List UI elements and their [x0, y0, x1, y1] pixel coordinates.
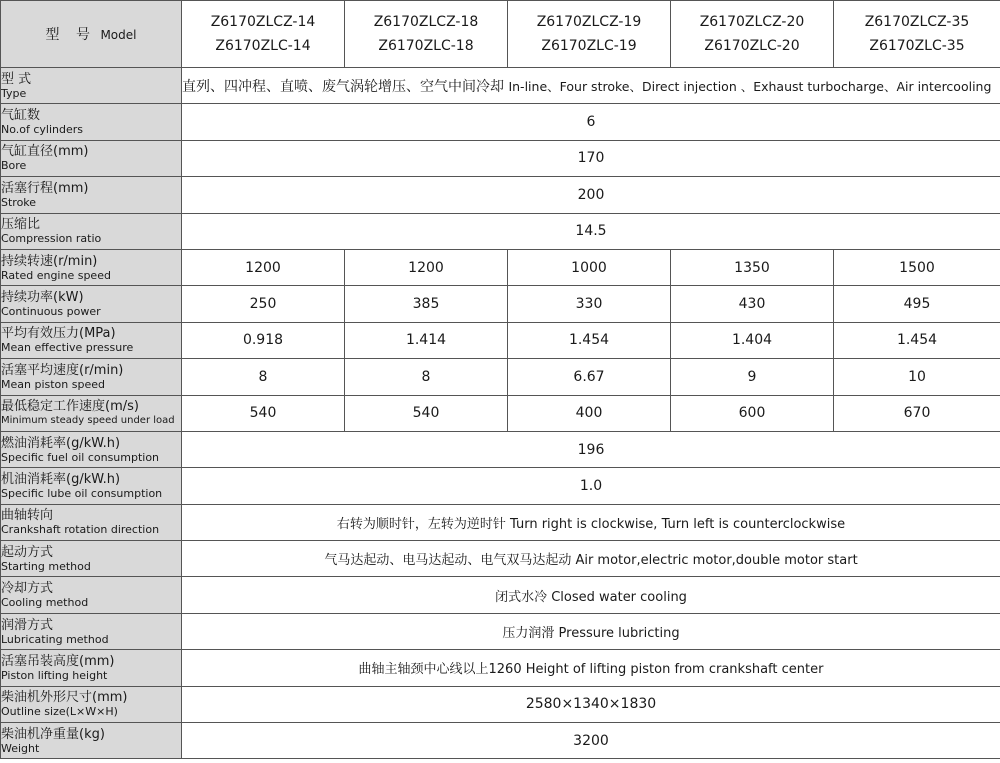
cell-value: 200	[182, 177, 1000, 213]
label-en: Weight	[1, 741, 40, 755]
label-en: Specific lube oil consumption	[1, 486, 163, 500]
cell-value: 1.0	[182, 468, 1000, 504]
cell-value: 8	[182, 359, 345, 395]
row-label	[1, 723, 182, 759]
row-label	[1, 177, 182, 213]
row-cylinders	[1, 104, 1000, 140]
label-zh: 持续转速(r/min)	[1, 253, 98, 269]
row-label	[1, 68, 182, 104]
row-label	[1, 541, 182, 577]
model-name-line2: Z6170ZLC-20	[704, 38, 800, 54]
cell-value: 1500	[834, 249, 1000, 285]
row-piston-speed	[1, 359, 1000, 395]
row-starting	[1, 541, 1000, 577]
label-zh: 压缩比	[1, 217, 41, 233]
label-en: Minimum steady speed under load	[1, 415, 175, 427]
row-label	[1, 468, 182, 504]
label-zh: 燃油消耗率(g/kW.h)	[1, 435, 121, 451]
cell-value: 1200	[182, 249, 345, 285]
cell-value: 闭式水冷 Closed water cooling	[182, 577, 1000, 613]
row-label	[1, 249, 182, 285]
label-en: Piston lifting height	[1, 668, 108, 682]
label-en: Compression ratio	[1, 232, 102, 246]
row-label	[1, 431, 182, 467]
cell-value: 0.918	[182, 322, 345, 358]
model-label-zh: 型 号	[45, 27, 96, 43]
row-cooling	[1, 577, 1000, 613]
cell-value: 540	[345, 395, 508, 431]
label-en: Continuous power	[1, 305, 101, 319]
row-bore	[1, 140, 1000, 176]
label-en: Mean effective pressure	[1, 341, 134, 355]
cell-value: 430	[671, 286, 834, 322]
cell-value: 250	[182, 286, 345, 322]
model-label-en: Model	[100, 28, 137, 42]
row-label	[1, 504, 182, 540]
type-value-en: In-line、Four stroke、Direct injection 、Exhaust turbocharge、Air intercooling	[508, 78, 992, 94]
label-zh: 柴油机外形尺寸(mm)	[1, 690, 128, 706]
row-weight	[1, 723, 1000, 759]
cell-value: 14.5	[182, 213, 1000, 249]
row-power	[1, 286, 1000, 322]
label-zh: 气缸数	[1, 108, 41, 124]
model-column-3	[508, 1, 671, 68]
row-label	[1, 650, 182, 686]
row-label	[1, 395, 182, 431]
row-label	[1, 577, 182, 613]
label-zh: 冷却方式	[1, 581, 54, 597]
label-en: Cooling method	[1, 596, 89, 610]
row-label	[1, 359, 182, 395]
label-zh: 最低稳定工作速度(m/s)	[1, 399, 139, 415]
label-en: Type	[1, 86, 27, 100]
row-label	[1, 104, 182, 140]
label-zh: 活塞平均速度(r/min)	[1, 362, 124, 378]
row-label	[1, 286, 182, 322]
label-zh: 润滑方式	[1, 617, 54, 633]
model-name-line1: Z6170ZLCZ-18	[373, 14, 479, 30]
model-name-line1: Z6170ZLCZ-19	[536, 14, 642, 30]
cell-value: 495	[834, 286, 1000, 322]
cell-value: 压力润滑 Pressure lubricting	[182, 613, 1000, 649]
label-en: Crankshaft rotation direction	[1, 523, 160, 537]
label-en: Outline size(L×W×H)	[1, 705, 118, 719]
cell-value: 1.454	[508, 322, 671, 358]
model-name-line1: Z6170ZLCZ-20	[699, 14, 805, 30]
row-mep	[1, 322, 1000, 358]
label-zh: 活塞吊装高度(mm)	[1, 653, 115, 669]
cell-value: 6.67	[508, 359, 671, 395]
model-column-5	[834, 1, 1000, 68]
row-type	[1, 68, 1000, 104]
cell-value: 9	[671, 359, 834, 395]
label-en: Rated engine speed	[1, 268, 111, 282]
cell-value: 6	[182, 104, 1000, 140]
label-zh: 持续功率(kW)	[1, 290, 84, 306]
row-label	[1, 686, 182, 722]
cell-value: 330	[508, 286, 671, 322]
row-fuel	[1, 431, 1000, 467]
model-name-line1: Z6170ZLCZ-35	[864, 14, 970, 30]
row-rated-speed	[1, 249, 1000, 285]
model-column-2	[345, 1, 508, 68]
model-name-line2: Z6170ZLC-14	[215, 38, 311, 54]
label-zh: 机油消耗率(g/kW.h)	[1, 471, 121, 487]
model-name-line2: Z6170ZLC-19	[541, 38, 637, 54]
cell-value: 10	[834, 359, 1000, 395]
cell-value: 曲轴主轴颈中心线以上1260 Height of lifting piston from crankshaft center	[182, 650, 1000, 686]
row-lubricating	[1, 613, 1000, 649]
label-en: Starting method	[1, 559, 91, 573]
row-label	[1, 140, 182, 176]
cell-value: 600	[671, 395, 834, 431]
label-en: Bore	[1, 159, 27, 173]
model-column-4	[671, 1, 834, 68]
type-value-zh: 直列、四冲程、直喷、废气涡轮增压、空气中间冷却	[182, 78, 504, 95]
row-lifting	[1, 650, 1000, 686]
row-min-speed	[1, 395, 1000, 431]
cell-value: 右转为顺时针，左转为逆时针 Turn right is clockwise, Turn left is counterclockwise	[182, 504, 1000, 540]
cell-value: 气马达起动、电马达起动、电气双马达起动 Air motor,electric motor,double motor start	[182, 541, 1000, 577]
cell-value: 670	[834, 395, 1000, 431]
label-en: Lubricating method	[1, 632, 109, 646]
model-name-line2: Z6170ZLC-35	[869, 38, 965, 54]
cell-value: 1.454	[834, 322, 1000, 358]
type-value	[182, 68, 1000, 104]
model-name-line1: Z6170ZLCZ-14	[210, 14, 316, 30]
cell-value: 400	[508, 395, 671, 431]
label-zh: 曲轴转向	[1, 508, 54, 524]
cell-value: 1350	[671, 249, 834, 285]
row-outline	[1, 686, 1000, 722]
label-en: Specific fuel oil consumption	[1, 450, 160, 464]
row-stroke	[1, 177, 1000, 213]
label-en: No.of cylinders	[1, 123, 84, 137]
label-zh: 型 式	[1, 71, 32, 87]
model-header-cell	[1, 1, 182, 68]
label-en: Mean piston speed	[1, 377, 105, 391]
cell-value: 540	[182, 395, 345, 431]
label-en: Stroke	[1, 195, 37, 209]
label-zh: 起动方式	[1, 544, 54, 560]
label-zh: 气缸直径(mm)	[1, 144, 89, 160]
header-row	[1, 1, 1000, 68]
cell-value: 196	[182, 431, 1000, 467]
cell-value: 8	[345, 359, 508, 395]
cell-value: 3200	[182, 723, 1000, 759]
cell-value: 1.404	[671, 322, 834, 358]
label-zh: 平均有效压力(MPa)	[1, 326, 116, 342]
row-label	[1, 613, 182, 649]
cell-value: 1200	[345, 249, 508, 285]
label-zh: 活塞行程(mm)	[1, 180, 89, 196]
row-label	[1, 213, 182, 249]
label-zh: 柴油机净重量(kg)	[1, 726, 105, 742]
model-name-line2: Z6170ZLC-18	[378, 38, 474, 54]
cell-value: 170	[182, 140, 1000, 176]
cell-value: 1.414	[345, 322, 508, 358]
row-lube	[1, 468, 1000, 504]
cell-value: 1000	[508, 249, 671, 285]
cell-value: 2580×1340×1830	[182, 686, 1000, 722]
row-compression	[1, 213, 1000, 249]
row-label	[1, 322, 182, 358]
cell-value: 385	[345, 286, 508, 322]
model-column-1	[182, 1, 345, 68]
row-rotation	[1, 504, 1000, 540]
